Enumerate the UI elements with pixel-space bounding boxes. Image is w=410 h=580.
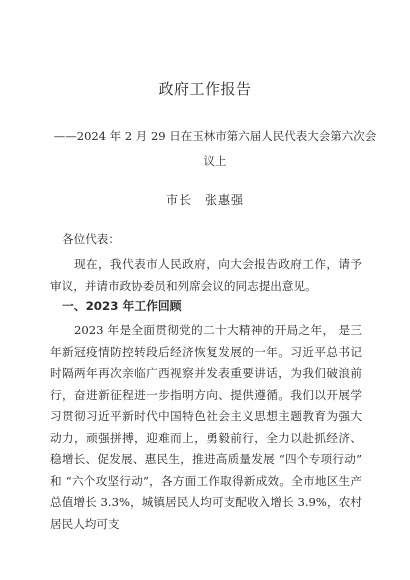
salutation: 各位代表：	[62, 232, 120, 246]
document-subtitle: ——2024 年 2 月 29 日在玉林市第六届人民代表大会第六次会议上	[53, 129, 377, 168]
section-paragraph: 2023 年是全面贯彻党的二十大精神的开局之年， 是三年新冠疫情防控转段后经济恢复发展的一年。习近平总书记时隔两年再次亲临广西视察并发表重要讲话，为我们破浪前行，奋进新征程进一步指明方向、提供遵循。我们以开展学习贯彻习近平新时代中国特色社会主义思想主题教育为强大动力，顽强拼搏，迎难而上，勇毅前行，全力以赴抓经济、稳增长、促发展、惠民生，推进高质量发展 “四个专项行动” 和 “六个攻坚行动”，各方面工作取得新成效。全市地区生产总值增长 3.3%，城镇居民人均可支配收入增长 3.9%，农村居民人均可支	[50, 323, 362, 531]
intro-paragraph: 现在，我代表市人民政府，向大会报告政府工作，请予审议，并请市政协委员和列席会议的同志提出意见。	[50, 257, 362, 293]
document-author: 市长 张惠强	[165, 193, 244, 207]
section-heading: 一、2023 年工作回顾	[62, 299, 182, 313]
document-title: 政府工作报告	[158, 80, 252, 98]
